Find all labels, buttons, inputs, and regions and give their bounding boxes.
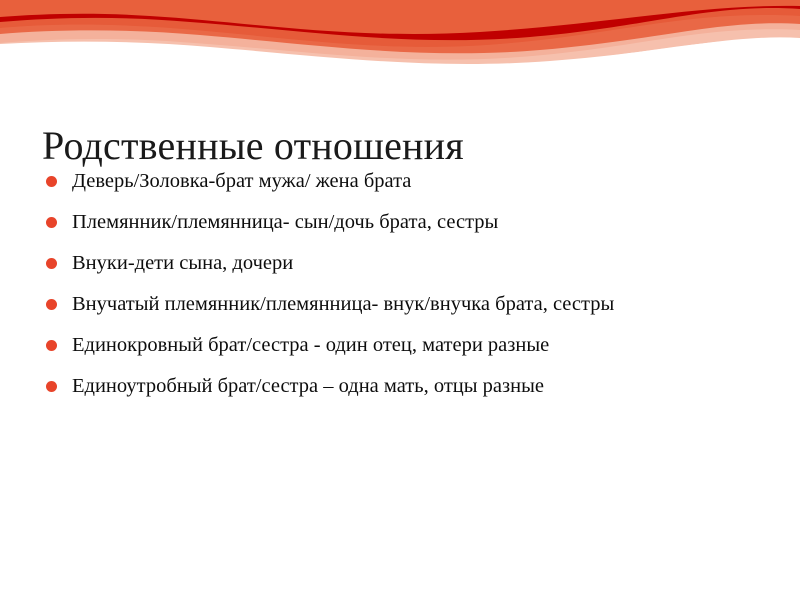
list-item	[44, 250, 770, 277]
list-item	[44, 168, 770, 195]
page-title: Родственные отношения	[42, 122, 464, 168]
bullet-icon	[46, 299, 57, 310]
list-item	[44, 209, 770, 236]
header-decoration-icon	[0, 0, 800, 70]
list-item-label: Внуки-дети сына, дочери	[72, 252, 294, 274]
bullet-icon	[46, 258, 57, 269]
bullet-icon	[46, 340, 57, 351]
list-item-label: Внучатый племянник/племянница- внук/внучка брата, сестры	[72, 293, 615, 315]
list-item-label: Деверь/Золовка-брат мужа/ жена брата	[72, 170, 412, 192]
bullet-icon	[46, 217, 57, 228]
list-item-label: Единокровный брат/сестра - один отец, матери разные	[72, 334, 550, 356]
bullet-list	[44, 168, 770, 414]
list-item-label: Племянник/племянница- сын/дочь брата, сестры	[72, 211, 499, 233]
bullet-icon	[46, 381, 57, 392]
list-item	[44, 291, 770, 318]
list-item	[44, 373, 770, 400]
list-item	[44, 332, 770, 359]
list-item-label: Единоутробный брат/сестра – одна мать, отцы разные	[72, 375, 544, 397]
bullet-icon	[46, 176, 57, 187]
